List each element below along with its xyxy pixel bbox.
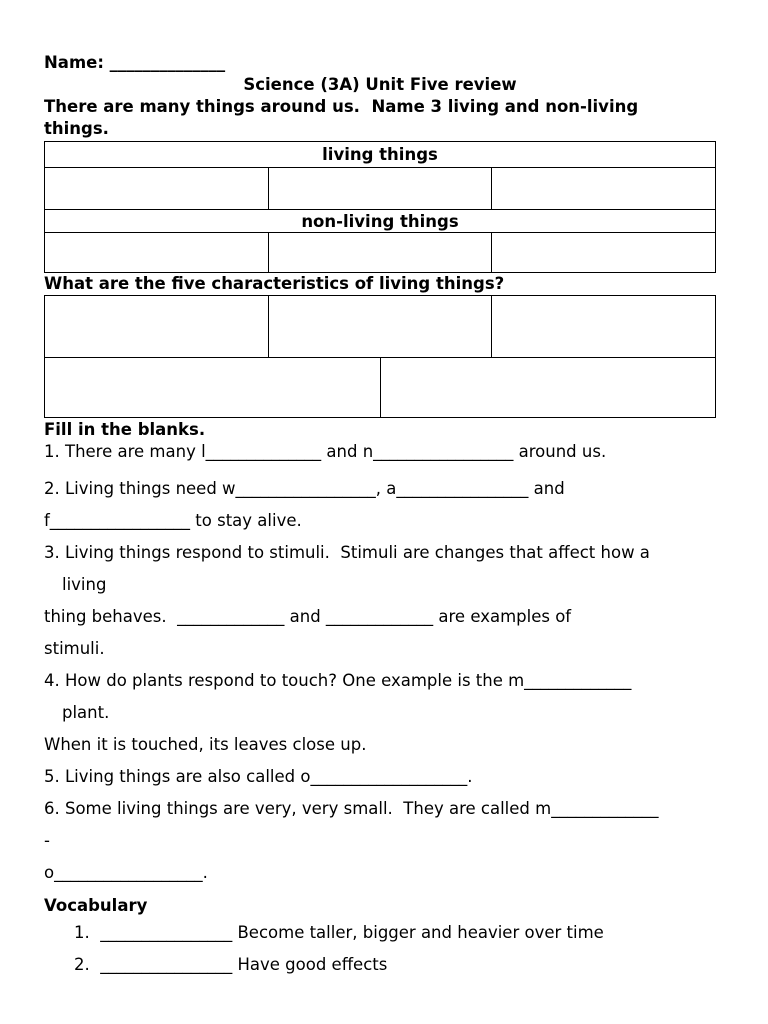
fill-blank-line: - xyxy=(44,831,50,850)
characteristics-table-top xyxy=(44,295,716,358)
fill-blank-line: plant. xyxy=(62,703,110,722)
vocabulary-item: 1. ________________ Become taller, bigger and heavier over time xyxy=(74,923,604,942)
characteristic-cell[interactable] xyxy=(45,296,269,358)
characteristic-cell[interactable] xyxy=(492,296,716,358)
fill-blank-line: thing behaves. _____________ and _____________ are examples of xyxy=(44,607,572,626)
vocabulary-heading: Vocabulary xyxy=(44,896,148,915)
intro-line-2: things. xyxy=(44,119,109,138)
characteristics-table-bottom xyxy=(44,357,716,418)
living-things-header: living things xyxy=(45,142,716,168)
nonliving-answer-cell[interactable] xyxy=(268,233,492,273)
fill-blank-line: 6. Some living things are very, very small. They are called m_____________ xyxy=(44,799,659,818)
living-answer-cell[interactable] xyxy=(492,168,716,210)
fill-blank-line: 5. Living things are also called o___________________. xyxy=(44,767,473,786)
fill-blank-line: living xyxy=(62,575,107,594)
name-field: Name: ______________ xyxy=(44,53,226,72)
vocabulary-item: 2. ________________ Have good effects xyxy=(74,955,388,974)
worksheet-title: Science (3A) Unit Five review xyxy=(243,75,517,94)
characteristic-cell[interactable] xyxy=(45,358,381,418)
living-answer-cell[interactable] xyxy=(268,168,492,210)
fill-blank-line: 1. There are many l______________ and n_________________ around us. xyxy=(44,442,607,461)
fill-blank-line: 4. How do plants respond to touch? One example is the m_____________ xyxy=(44,671,632,690)
intro-line-1: There are many things around us. Name 3 living and non-living xyxy=(44,97,639,116)
characteristics-question: What are the five characteristics of living things? xyxy=(44,274,505,293)
nonliving-answer-cell[interactable] xyxy=(492,233,716,273)
fill-blank-line: 2. Living things need w_________________, a________________ and xyxy=(44,479,565,498)
fill-blanks-list xyxy=(44,441,716,889)
nonliving-answer-cell[interactable] xyxy=(45,233,269,273)
living-nonliving-table xyxy=(44,141,716,273)
fill-blank-line: o__________________. xyxy=(44,863,208,882)
vocabulary-section xyxy=(44,895,716,981)
fill-blank-line: stimuli. xyxy=(44,639,105,658)
fill-blank-line: When it is touched, its leaves close up. xyxy=(44,735,367,754)
fill-blank-line: 3. Living things respond to stimuli. Stimuli are changes that affect how a xyxy=(44,543,650,562)
nonliving-things-header: non-living things xyxy=(45,210,716,233)
characteristic-cell[interactable] xyxy=(380,358,716,418)
fill-blanks-heading: Fill in the blanks. xyxy=(44,420,206,439)
characteristic-cell[interactable] xyxy=(268,296,492,358)
worksheet-page xyxy=(44,52,716,981)
fill-blank-line: f_________________ to stay alive. xyxy=(44,511,302,530)
living-answer-cell[interactable] xyxy=(45,168,269,210)
